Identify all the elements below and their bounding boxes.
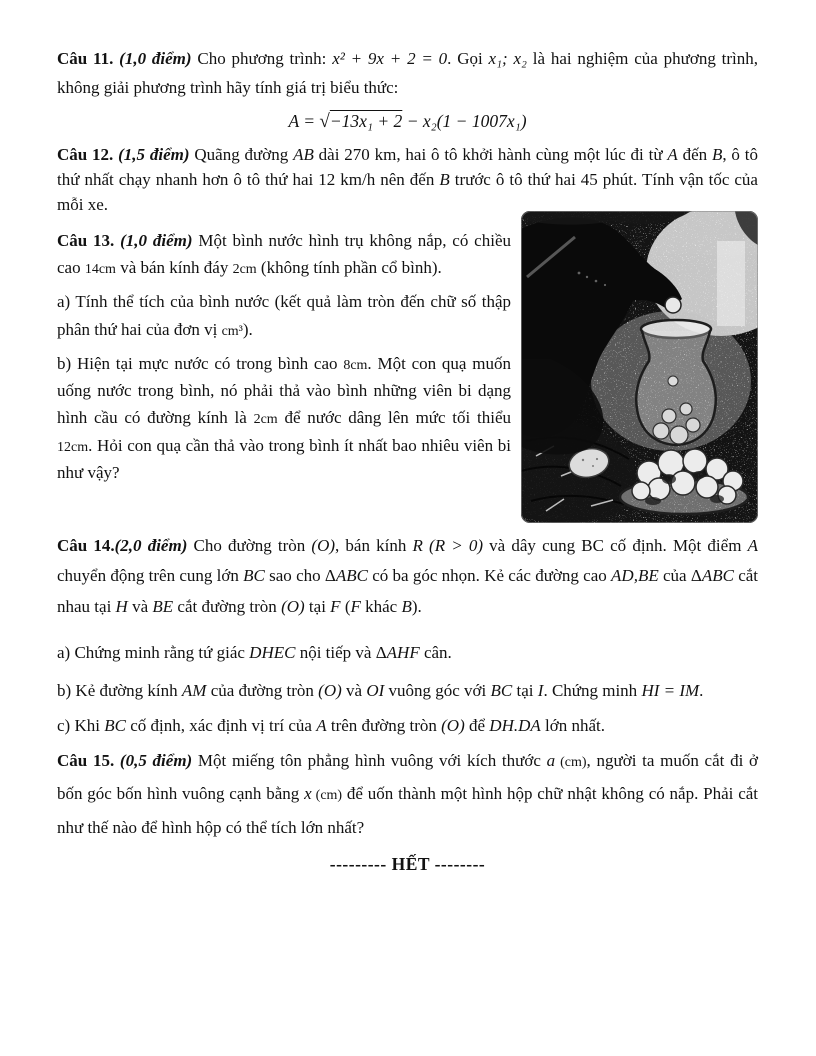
question-14-text: Câu 14.(2,0 điểm) Cho đường tròn (O), bán kính R (R > 0) và dây cung BC cố định. Một điểm A chuyển động trên cung lớn BC sao cho ΔABC có ba góc nhọn. Kẻ các đường cao AD,BE của ΔABC cắt nhau tại H và BE cắt đường tròn (O) tại F (F khác B). [57, 535, 759, 616]
crow-and-pitcher-illustration [521, 211, 758, 523]
question-13-section [57, 227, 758, 487]
question-14-part-a: a) Chứng minh rằng tứ giác DHEC nội tiếp và ΔAHF cân. [57, 642, 452, 662]
question-14-part-c: c) Khi BC cố định, xác định vị trí của A trên đường tròn (O) để DH.DA lớn nhất. [57, 715, 605, 735]
question-15-text: Câu 15. (0,5 điểm) Một miếng tôn phẳng hình vuông với kích thước a (cm), người ta muốn cắt đi ở bốn góc bốn hình vuông cạnh bằng x (cm) để uốn thành một hình hộp chữ nhật không có nắp. Phải cắt như thế nào để hình hộp có thể tích lớn nhất? [57, 751, 759, 837]
crow-and-pitcher-photo [521, 211, 758, 523]
question-13-text: Câu 13. (1,0 điểm) Một bình nước hình trụ không nắp, có chiều cao 14cm và bán kính đáy 2cm (không tính phần cổ bình). [57, 230, 511, 277]
end-marker: --------- HẾT -------- [329, 853, 486, 874]
question-12-text: Câu 12. (1,5 điểm) Quãng đường AB dài 270 km, hai ô tô khởi hành cùng một lúc đi từ A đến B, ô tô thứ nhất chạy nhanh hơn ô tô thứ hai 12 km/h nên đến B trước ô tô thứ hai 45 phút. Tính vận tốc của mỗi xe. [57, 144, 758, 214]
question-14-section [57, 531, 758, 742]
question-13-part-b: b) Hiện tại mực nước có trong bình cao 8cm. Một con quạ muốn uống nước trong bình, nó phải thả vào bình những viên bi dạng hình cầu có đường kính là 2cm để nước dâng lên mức tối thiểu 12cm. Hỏi con quạ cần thả vào trong bình ít nhất bao nhiêu viên bi như vậy? [57, 353, 511, 483]
question-11-formula: A = √−13x₁ + 2 − x₂(1 − 1007x₁) [288, 110, 527, 132]
question-13-part-a: a) Tính thể tích của bình nước (kết quả làm tròn đến chữ số thập phân thứ hai của đơn vị cm³). [57, 292, 511, 339]
question-14-part-b: b) Kẻ đường kính AM của đường tròn (O) và OI vuông góc với BC tại I. Chứng minh HI = IM. [57, 681, 704, 701]
question-11-text: Câu 11. (1,0 điểm) Cho phương trình: x² + 9x + 2 = 0. Gọi x₁; x₂ là hai nghiệm của phương trình, không giải phương trình hãy tính giá trị biểu thức: [57, 49, 758, 97]
